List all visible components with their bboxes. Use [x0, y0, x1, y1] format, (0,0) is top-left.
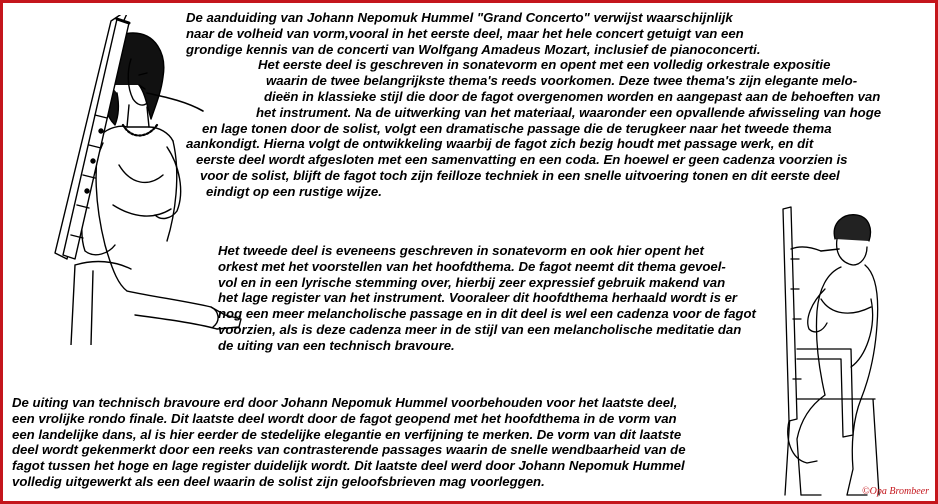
- text-line: voorzien, als is deze cadenza meer in de stijl van een melancholische meditatie dan: [218, 321, 742, 337]
- text-line: volledig uitgewerkt als een deel waarin de solist zijn geloofsbrieven mag voorleggen.: [12, 473, 545, 489]
- text-line: het instrument. Na de uitwerking van het materiaal, waaronder een opvallende afwisseling van hoge: [256, 104, 882, 120]
- text-line: een vrolijke rondo finale. Dit laatste deel wordt door de fagot geopend met het hoofdthema in de vorm van: [12, 410, 677, 426]
- text-line: een landelijke dans, al is hier eerder de stedelijke elegantie en verfijning te merken. De vorm van dit laatste: [12, 426, 682, 442]
- text-line: voor de solist, blijft de fagot toch zijn feilloze techniek in een snelle uitvoering tonen en dit eerste deel: [200, 167, 840, 183]
- text-line: De uiting van technisch bravoure erd door Johann Nepomuk Hummel voorbehouden voor het laatste deel,: [12, 395, 678, 410]
- man-bassoonist-illustration: [761, 199, 881, 499]
- text-line: nog een meer melancholische passage en in dit deel is wel een cadenza voor de fagot: [218, 306, 756, 322]
- paragraph-third-movement: [12, 395, 686, 490]
- text-line: fagot tussen het hoge en lage register duidelijk wordt. Dit laatste deel werd door Johann Nepomuk Hummel: [12, 458, 685, 474]
- text-line: orkest met het voorstellen van het hoofdthema. De fagot neemt dit thema gevoel-: [218, 258, 726, 274]
- copyright-notice: ©Opa Brombeer: [862, 486, 929, 497]
- text-line: het lage register van het instrument. Vooraleer dit hoofdthema herhaald wordt is er: [218, 290, 738, 306]
- text-line: waarin de twee belangrijkste thema's reeds voorkomen. Deze twee thema's zijn elegante melo-: [266, 73, 858, 89]
- text-line: vol en in een lyrische stemming over, hierbij zeer expressief gebruik makend van: [218, 274, 726, 290]
- text-line: De aanduiding van Johann Nepomuk Hummel "Grand Concerto" verwijst waarschijnlijk: [186, 10, 733, 25]
- paragraph-first-movement: [186, 10, 881, 200]
- text-line: dieën in klassieke stijl die door de fagot overgenomen worden en aangepast aan de behoeften van: [264, 88, 881, 104]
- paragraph-second-movement: [218, 243, 756, 354]
- text-line: eindigt op een rustige wijze.: [206, 183, 382, 199]
- text-line: aankondigt. Hierna volgt de ontwikkeling waarbij de fagot zich bezig houdt met passage werk, en dit: [186, 136, 814, 152]
- text-line: de uiting van een technisch bravoure.: [218, 337, 455, 353]
- text-line: deel wordt gekenmerkt door een reeks van contrasterende passages waarin de snelle wendbaarheid van de: [12, 442, 686, 458]
- text-line: grondige kennis van de concerti van Wolfgang Amadeus Mozart, inclusief de pianoconcerti.: [186, 41, 761, 57]
- text-line: Het eerste deel is geschreven in sonatevorm en opent met een volledig orkestrale expositie: [258, 57, 831, 73]
- text-line: naar de volheid van vorm,vooral in het eerste deel, maar het hele concert getuigt van een: [186, 25, 744, 41]
- text-line: Het tweede deel is eveneens geschreven in sonatevorm en ook hier opent het: [218, 243, 704, 258]
- text-line: en lage tonen door de solist, volgt een dramatische passage die de terugkeer naar het tweede thema: [202, 120, 832, 136]
- text-line: eerste deel wordt afgesloten met een samenvatting en een coda. En hoewel er geen cadenza voorzien is: [196, 152, 848, 168]
